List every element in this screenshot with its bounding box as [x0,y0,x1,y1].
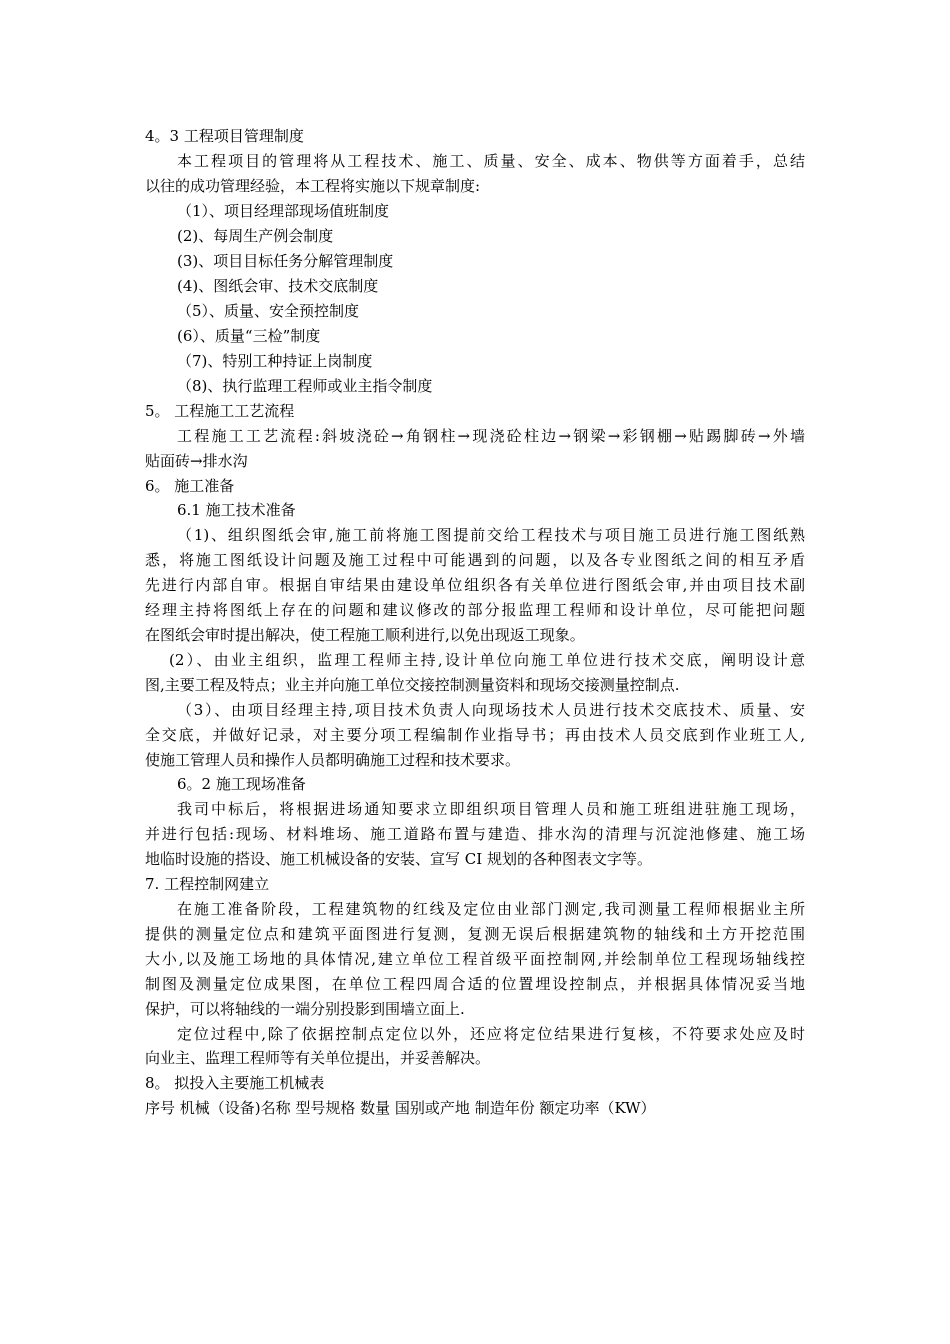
paragraph-line: 地临时设施的搭设、施工机械设备的安装、宣写 CI 规划的各种图表文字等。 [145,850,652,868]
subsection-heading-6-2: 6。2 施工现场准备 [177,775,306,793]
list-item: （7)、特别工种持证上岗制度 [177,352,373,370]
paragraph-line: 保护，可以将轴线的一端分别投影到围墙立面上. [145,1000,465,1018]
paragraph-line: 图,主要工程及特点；业主并向施工单位交接控制测量资料和现场交接测量控制点. [145,676,680,694]
paragraph-line: 本工程项目的管理将从工程技术、施工、质量、安全、成本、物供等方面着手，总结 [177,152,805,170]
paragraph-line: 在图纸会审时提出解决，使工程施工顺利进行,以免出现返工现象。 [145,626,585,644]
paragraph-line: 使施工管理人员和操作人员都明确施工过程和技术要求。 [145,751,521,769]
paragraph-line: 我司中标后，将根据进场通知要求立即组织项目管理人员和施工班组进驻施工现场， [177,800,805,818]
paragraph-line: 全交底，并做好记录，对主要分项工程编制作业指导书；再由技术人员交底到作业班工人, [145,726,805,744]
paragraph-line: 并进行包括:现场、材料堆场、施工道路布置与建造、排水沟的清理与沉淀池修建、施工场 [145,825,805,843]
list-item: （5）、质量、安全预控制度 [177,302,360,320]
list-item: (2)、每周生产例会制度 [177,227,334,245]
paragraph-line: 工程施工工艺流程:斜坡浇砼→角钢柱→现浇砼柱边→钢梁→彩钢棚→贴踢脚砖→外墙 [177,427,805,445]
subsection-heading-6-1: 6.1 施工技术准备 [177,501,296,519]
paragraph-line: 贴面砖→排水沟 [145,452,248,470]
section-heading-5: 5。 工程施工工艺流程 [145,402,295,420]
paragraph-line: 提供的测量定位点和建筑平面图进行复测，复测无误后根据建筑物的轴线和土方开挖范围 [145,925,805,943]
paragraph-line: 在施工准备阶段，工程建筑物的红线及定位由业部门测定,我司测量工程师根据业主所 [177,900,805,918]
list-item: （1）、项目经理部现场值班制度 [177,202,390,220]
section-heading-8: 8。 拟投入主要施工机械表 [145,1074,325,1092]
table-header-row: 序号 机械（设备)名称 型号规格 数量 国别或产地 制造年份 额定功率（KW） [145,1099,656,1117]
paragraph-line: 经理主持将图纸上存在的问题和建议修改的部分报监理工程师和设计单位，尽可能把问题 [145,601,805,619]
list-item: （8)、执行监理工程师或业主指令制度 [177,377,433,395]
list-item: (4)、图纸会审、技术交底制度 [177,277,379,295]
list-item: (3)、项目目标任务分解管理制度 [177,252,394,270]
section-heading-6: 6。 施工准备 [145,477,235,495]
section-heading-4-3: 4。3 工程项目管理制度 [145,127,304,145]
paragraph-line: (2）、由业主组织，监理工程师主持,设计单位向施工单位进行技术交底，阐明设计意 [169,651,805,669]
paragraph-line: （1)、组织图纸会审,施工前将施工图提前交给工程技术与项目施工员进行施工图纸熟 [177,526,805,544]
paragraph-line: 先进行内部自审。根据自审结果由建设单位组织各有关单位进行图纸会审,并由项目技术副 [145,576,805,594]
list-item: (6）、质量“三检”制度 [177,327,321,345]
paragraph-line: 大小,以及施工场地的具体情况,建立单位工程首级平面控制网,并绘制单位工程现场轴线控 [145,950,805,968]
paragraph-line: 悉，将施工图纸设计问题及施工过程中可能遇到的问题，以及各专业图纸之间的相互矛盾 [145,551,805,569]
paragraph-line: （3）、由项目经理主持,项目技术负责人向现场技术人员进行技术交底技术、质量、安 [177,701,805,719]
paragraph-line: 定位过程中,除了依据控制点定位以外，还应将定位结果进行复核，不符要求处应及时 [177,1025,805,1043]
paragraph-line: 制图及测量定位成果图，在单位工程四周合适的位置埋设控制点，并根据具体情况妥当地 [145,975,805,993]
paragraph-line: 向业主、监理工程师等有关单位提出，并妥善解决。 [145,1049,491,1067]
paragraph-line: 以往的成功管理经验，本工程将实施以下规章制度: [145,177,481,195]
section-heading-7: 7. 工程控制网建立 [145,875,270,893]
